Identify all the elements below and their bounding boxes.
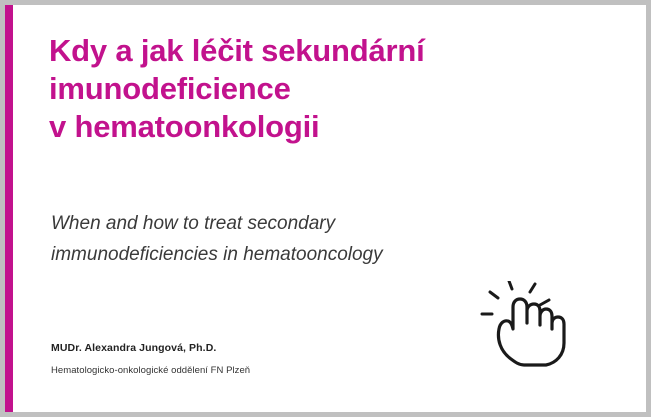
accent-bar bbox=[5, 5, 13, 412]
title-line-1: Kdy a jak léčit sekundární bbox=[49, 33, 425, 68]
author-name: MUDr. Alexandra Jungová, Ph.D. bbox=[51, 342, 217, 354]
slide-title bbox=[49, 32, 632, 146]
slide-content bbox=[49, 5, 632, 412]
click-hand-cursor-icon bbox=[478, 281, 570, 367]
author-block bbox=[51, 341, 250, 378]
subtitle-line-2: immunodeficiencies in hematooncology bbox=[51, 244, 383, 265]
title-line-2: imunodeficience bbox=[49, 71, 291, 106]
author-affiliation: Hematologicko-onkologické oddělení FN Plzeň bbox=[51, 365, 251, 376]
slide-subtitle bbox=[51, 208, 632, 270]
subtitle-line-1: When and how to treat secondary bbox=[51, 213, 336, 234]
title-line-3: v hematoonkologii bbox=[49, 109, 320, 144]
